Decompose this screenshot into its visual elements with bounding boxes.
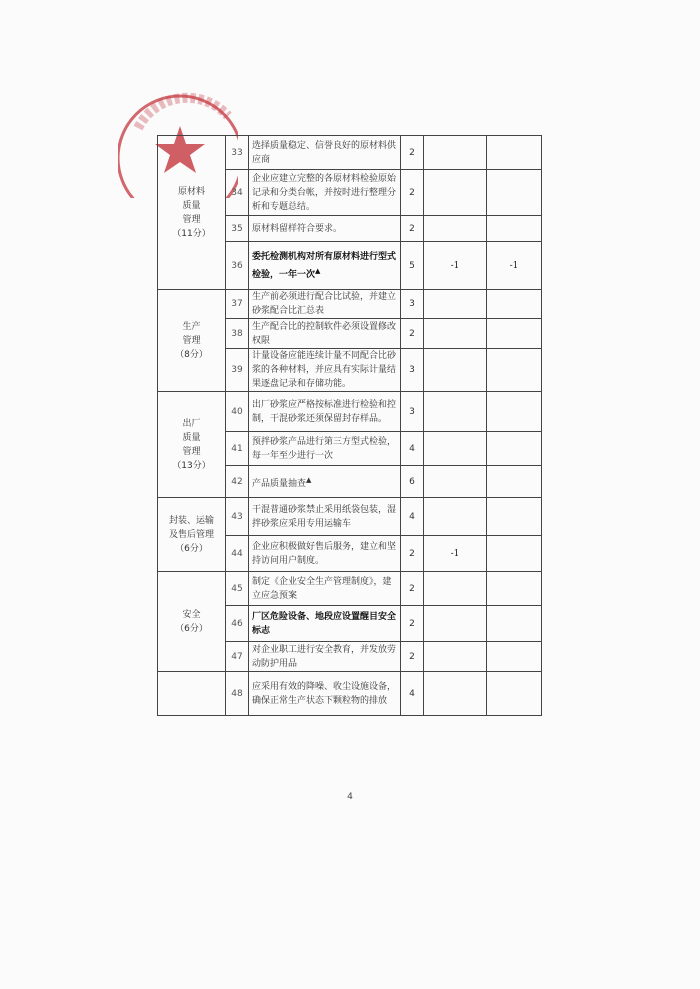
item-number: 37 [226, 290, 249, 319]
score-mark-1 [424, 498, 487, 536]
item-text: 制定《企业安全生产管理制度》，建立应急预案 [249, 572, 401, 606]
score-mark-1 [424, 170, 487, 216]
category-cell: 封装、运输 及售后管理 （6分） [158, 498, 226, 572]
item-text: 企业应建立完整的各原材料检验原始记录和分类台帐，并按时进行整理分析和专题总结。 [249, 170, 401, 216]
item-points: 2 [401, 572, 424, 606]
item-text: 厂区危险设备、地段应设置醒目安全标志 [249, 606, 401, 642]
category-cell: 生产 管理 （8分） [158, 290, 226, 392]
item-text: 生产配合比的控制软件必须设置修改权限 [249, 319, 401, 349]
item-number: 42 [226, 466, 249, 498]
score-mark-1 [424, 349, 487, 392]
item-text: 预拌砂浆产品进行第三方型式检验，每一年至少进行一次 [249, 432, 401, 466]
item-number: 41 [226, 432, 249, 466]
item-number: 34 [226, 170, 249, 216]
score-mark-2 [487, 642, 542, 672]
item-text: 对企业职工进行安全教育，并发放劳动防护用品 [249, 642, 401, 672]
item-points: 3 [401, 349, 424, 392]
item-points: 4 [401, 498, 424, 536]
category-cell: 原材料 质量 管理 （11分） [158, 136, 226, 290]
table-row [158, 672, 542, 716]
score-mark-1 [424, 642, 487, 672]
item-points: 2 [401, 536, 424, 572]
score-mark-2 [487, 672, 542, 716]
item-points: 5 [401, 242, 424, 290]
item-points: 2 [401, 642, 424, 672]
item-number: 43 [226, 498, 249, 536]
score-mark-1 [424, 136, 487, 170]
score-mark-2 [487, 498, 542, 536]
triangle-icon: ▲ [315, 266, 321, 275]
category-cell: 安全 （6分） [158, 572, 226, 672]
item-points: 2 [401, 216, 424, 242]
score-mark-2 [487, 392, 542, 432]
item-text: 企业应积极做好售后服务，建立和坚持访问用户制度。 [249, 536, 401, 572]
score-mark-2 [487, 536, 542, 572]
item-number: 46 [226, 606, 249, 642]
item-number: 38 [226, 319, 249, 349]
score-mark-2 [487, 319, 542, 349]
item-number: 40 [226, 392, 249, 432]
item-text: 产品质量抽查▲ [249, 466, 401, 498]
item-points: 2 [401, 136, 424, 170]
score-mark-2 [487, 466, 542, 498]
item-text: 选择质量稳定、信誉良好的原材料供应商 [249, 136, 401, 170]
item-text: 干混普通砂浆禁止采用纸袋包装，湿拌砂浆应采用专用运输车 [249, 498, 401, 536]
item-points: 3 [401, 290, 424, 319]
table-row [158, 290, 542, 319]
table-row [158, 392, 542, 432]
item-number: 39 [226, 349, 249, 392]
score-mark-1 [424, 672, 487, 716]
item-number: 47 [226, 642, 249, 672]
score-mark-1: -1 [424, 536, 487, 572]
item-number: 44 [226, 536, 249, 572]
item-points: 4 [401, 672, 424, 716]
item-points: 4 [401, 432, 424, 466]
score-mark-2 [487, 572, 542, 606]
score-mark-1 [424, 319, 487, 349]
item-points: 2 [401, 319, 424, 349]
category-cell: 出厂 质量 管理 （13分） [158, 392, 226, 498]
item-text: 计量设备应能连续计量不同配合比砂浆的各种材料，并应具有实际计量结果逐盘记录和存储功能。 [249, 349, 401, 392]
score-mark-2 [487, 216, 542, 242]
score-mark-1 [424, 606, 487, 642]
page-number: 4 [347, 792, 353, 802]
score-mark-1 [424, 432, 487, 466]
item-points: 6 [401, 466, 424, 498]
score-mark-2 [487, 349, 542, 392]
score-mark-1 [424, 466, 487, 498]
evaluation-table [157, 135, 542, 716]
item-number: 48 [226, 672, 249, 716]
item-text: 委托检测机构对所有原材料进行型式检验，一年一次▲ [249, 242, 401, 290]
table-row [158, 498, 542, 536]
item-points: 3 [401, 392, 424, 432]
item-points: 2 [401, 170, 424, 216]
score-mark-1 [424, 572, 487, 606]
table-row [158, 136, 542, 170]
score-mark-2: -1 [487, 242, 542, 290]
item-text: 应采用有效的降噪、收尘设施设备，确保正常生产状态下颗粒物的排放 [249, 672, 401, 716]
score-mark-1: -1 [424, 242, 487, 290]
item-number: 35 [226, 216, 249, 242]
item-text: 出厂砂浆应严格按标准进行检验和控制，干混砂浆还须保留封存样品。 [249, 392, 401, 432]
item-text: 原材料留样符合要求。 [249, 216, 401, 242]
table-row [158, 572, 542, 606]
category-cell [158, 672, 226, 716]
score-mark-2 [487, 290, 542, 319]
score-mark-1 [424, 392, 487, 432]
score-mark-1 [424, 216, 487, 242]
item-number: 45 [226, 572, 249, 606]
score-mark-2 [487, 606, 542, 642]
item-number: 33 [226, 136, 249, 170]
score-mark-2 [487, 136, 542, 170]
item-text: 生产前必须进行配合比试验，并建立砂浆配合比汇总表 [249, 290, 401, 319]
score-mark-1 [424, 290, 487, 319]
triangle-icon: ▲ [306, 475, 312, 484]
item-number: 36 [226, 242, 249, 290]
score-mark-2 [487, 432, 542, 466]
score-mark-2 [487, 170, 542, 216]
item-points: 2 [401, 606, 424, 642]
